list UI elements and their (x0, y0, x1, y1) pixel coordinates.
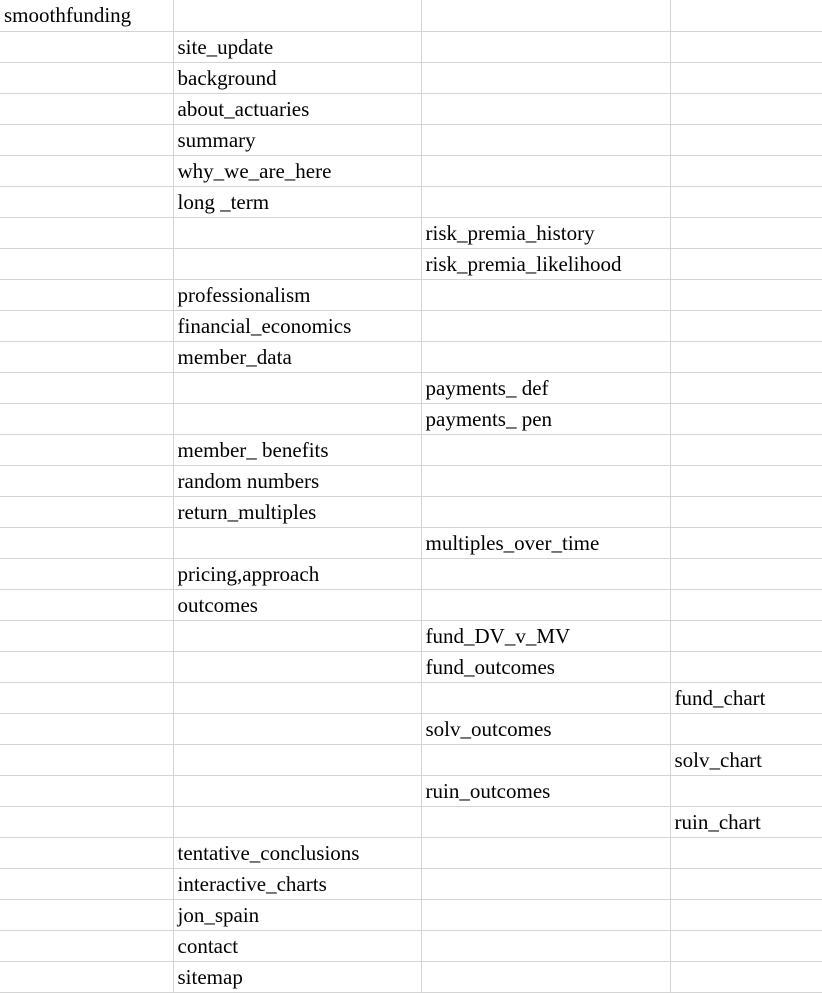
sheet-cell[interactable] (0, 434, 173, 465)
sheet-row (0, 434, 822, 465)
sheet-cell[interactable] (0, 93, 173, 124)
sheet-cell[interactable]: summary (173, 124, 421, 155)
sheet-cell[interactable] (0, 31, 173, 62)
sheet-cell[interactable] (0, 682, 173, 713)
sheet-cell[interactable]: payments_ pen (421, 403, 670, 434)
sheet-cell[interactable] (173, 248, 421, 279)
sheet-cell[interactable] (421, 558, 670, 589)
sheet-cell[interactable] (0, 155, 173, 186)
sheet-cell[interactable] (421, 868, 670, 899)
sheet-row (0, 186, 822, 217)
sheet-row (0, 248, 822, 279)
sheet-cell[interactable] (670, 713, 822, 744)
sheet-cell[interactable] (173, 651, 421, 682)
sheet-cell[interactable] (670, 279, 822, 310)
sheet-cell[interactable] (0, 279, 173, 310)
sheet-row (0, 775, 822, 806)
sheet-cell[interactable] (173, 806, 421, 837)
sheet-row (0, 713, 822, 744)
sheet-cell[interactable] (670, 837, 822, 868)
sheet-row (0, 527, 822, 558)
sheet-cell[interactable] (173, 0, 421, 31)
sheet-cell[interactable]: return_multiples (173, 496, 421, 527)
sheet-cell[interactable]: long _term (173, 186, 421, 217)
sheet-cell[interactable] (670, 775, 822, 806)
sheet-cell[interactable] (670, 899, 822, 930)
sheet-cell[interactable] (0, 186, 173, 217)
sheet-cell[interactable] (421, 744, 670, 775)
sheet-cell[interactable] (421, 930, 670, 961)
sheet-row (0, 217, 822, 248)
sheet-cell[interactable]: financial_economics (173, 310, 421, 341)
sheet-cell[interactable] (670, 434, 822, 465)
sheet-cell[interactable] (421, 62, 670, 93)
sheet-cell[interactable]: fund_chart (670, 682, 822, 713)
sheet-cell[interactable] (421, 961, 670, 992)
sheet-cell[interactable] (670, 155, 822, 186)
sheet-cell[interactable] (0, 341, 173, 372)
sheet-cell[interactable] (0, 62, 173, 93)
sheet-cell[interactable] (0, 775, 173, 806)
sheet-row (0, 930, 822, 961)
sheet-cell[interactable] (421, 31, 670, 62)
sheet-cell[interactable] (421, 341, 670, 372)
sheet-cell[interactable]: smoothfunding (0, 0, 173, 31)
sheet-row (0, 341, 822, 372)
sheet-cell[interactable] (0, 713, 173, 744)
sheet-cell[interactable]: payments_ def (421, 372, 670, 403)
sheet-row (0, 465, 822, 496)
sheet-cell[interactable] (670, 558, 822, 589)
sheet-cell[interactable] (670, 868, 822, 899)
sheet-cell[interactable] (670, 589, 822, 620)
sheet-cell[interactable] (173, 713, 421, 744)
sheet-row (0, 868, 822, 899)
sheet-cell[interactable]: contact (173, 930, 421, 961)
sheet-cell[interactable]: random numbers (173, 465, 421, 496)
sheet-cell[interactable]: risk_premia_history (421, 217, 670, 248)
sheet-cell[interactable]: why_we_are_here (173, 155, 421, 186)
sheet-cell[interactable]: solv_chart (670, 744, 822, 775)
sheet-row (0, 620, 822, 651)
sheet-row (0, 372, 822, 403)
sheet-cell[interactable] (0, 465, 173, 496)
sheet-cell[interactable] (0, 558, 173, 589)
sheet-cell[interactable] (173, 682, 421, 713)
sheet-row (0, 496, 822, 527)
sheet-cell[interactable] (421, 589, 670, 620)
sheet-row (0, 0, 822, 31)
sheet-cell[interactable]: jon_spain (173, 899, 421, 930)
sheet-cell[interactable] (0, 124, 173, 155)
sheet-row (0, 899, 822, 930)
sheet-cell[interactable] (421, 279, 670, 310)
sheet-cell[interactable] (670, 31, 822, 62)
sheet-cell[interactable] (173, 620, 421, 651)
sheet-cell[interactable] (670, 186, 822, 217)
sheet-cell[interactable] (670, 0, 822, 31)
sheet-cell[interactable] (421, 806, 670, 837)
sheet-cell[interactable] (0, 837, 173, 868)
sheet-row (0, 310, 822, 341)
sheet-cell[interactable] (421, 434, 670, 465)
sheet-cell[interactable] (173, 217, 421, 248)
sheet-cell[interactable] (421, 124, 670, 155)
sheet-cell[interactable] (0, 248, 173, 279)
sheet-cell[interactable]: professionalism (173, 279, 421, 310)
sheet-row (0, 837, 822, 868)
sheet-cell[interactable]: background (173, 62, 421, 93)
sheet-cell[interactable] (0, 930, 173, 961)
sheet-cell[interactable] (0, 310, 173, 341)
sheet-row (0, 589, 822, 620)
sheet-cell[interactable] (173, 403, 421, 434)
sheet-cell[interactable]: multiples_over_time (421, 527, 670, 558)
sheet-cell[interactable] (173, 527, 421, 558)
sheet-cell[interactable] (0, 961, 173, 992)
sheet-cell[interactable] (670, 248, 822, 279)
sheet-cell[interactable] (0, 372, 173, 403)
sheet-cell[interactable] (670, 124, 822, 155)
sheet-cell[interactable] (670, 93, 822, 124)
sheet-row (0, 93, 822, 124)
sheet-cell[interactable] (670, 403, 822, 434)
sheet-cell[interactable]: ruin_chart (670, 806, 822, 837)
sheet-row (0, 279, 822, 310)
sheet-cell[interactable] (421, 496, 670, 527)
sheet-cell[interactable] (670, 961, 822, 992)
sheet-row (0, 651, 822, 682)
sheet-cell[interactable]: member_ benefits (173, 434, 421, 465)
sheet-cell[interactable] (0, 403, 173, 434)
sheet-cell[interactable] (670, 651, 822, 682)
sheet-cell[interactable]: about_actuaries (173, 93, 421, 124)
sheet-row (0, 744, 822, 775)
sheet-row (0, 31, 822, 62)
sheet-cell[interactable] (173, 744, 421, 775)
sheet-cell[interactable]: interactive_charts (173, 868, 421, 899)
sheet-cell[interactable]: fund_outcomes (421, 651, 670, 682)
sheet-row (0, 806, 822, 837)
sheet-cell[interactable] (0, 806, 173, 837)
sheet-row (0, 155, 822, 186)
sheet-cell[interactable]: ruin_outcomes (421, 775, 670, 806)
sheet-cell[interactable] (0, 496, 173, 527)
sheet-cell[interactable] (421, 186, 670, 217)
sheet-cell[interactable] (0, 744, 173, 775)
sheet-row (0, 62, 822, 93)
sheet-cell[interactable] (421, 682, 670, 713)
sheet-cell[interactable] (0, 868, 173, 899)
sheet-row (0, 403, 822, 434)
sheet-cell[interactable] (421, 465, 670, 496)
sheet-cell[interactable]: solv_outcomes (421, 713, 670, 744)
sheet-cell[interactable] (670, 341, 822, 372)
sheet-row (0, 124, 822, 155)
sheet-cell[interactable] (670, 62, 822, 93)
sheet-cell[interactable] (421, 0, 670, 31)
sheet-cell[interactable] (0, 651, 173, 682)
sheet-row (0, 682, 822, 713)
sheet-cell[interactable] (670, 620, 822, 651)
sheet-cell[interactable]: pricing,approach (173, 558, 421, 589)
sheet-cell[interactable]: member_data (173, 341, 421, 372)
sheet-cell[interactable]: risk_premia_likelihood (421, 248, 670, 279)
sheet-cell[interactable] (0, 899, 173, 930)
sheet-cell[interactable] (421, 310, 670, 341)
sheet-cell[interactable] (670, 930, 822, 961)
sheet-cell[interactable] (670, 217, 822, 248)
sheet-cell[interactable] (421, 899, 670, 930)
sheet-cell[interactable] (421, 837, 670, 868)
sheet-cell[interactable] (0, 620, 173, 651)
sheet-cell[interactable]: fund_DV_v_MV (421, 620, 670, 651)
sheet-cell[interactable] (670, 310, 822, 341)
sheet-cell[interactable] (670, 496, 822, 527)
sheet-cell[interactable] (670, 372, 822, 403)
sheet-cell[interactable] (0, 589, 173, 620)
sheet-cell[interactable] (421, 93, 670, 124)
sheet-cell[interactable]: site_update (173, 31, 421, 62)
sheet-row (0, 961, 822, 992)
sheet-cell[interactable]: sitemap (173, 961, 421, 992)
sheet-cell[interactable] (0, 217, 173, 248)
sheet-cell[interactable]: tentative_conclusions (173, 837, 421, 868)
sheet-cell[interactable] (173, 372, 421, 403)
sheet-cell[interactable] (421, 155, 670, 186)
sheet-cell[interactable]: outcomes (173, 589, 421, 620)
sheet-cell[interactable] (173, 775, 421, 806)
sheet-cell[interactable] (670, 527, 822, 558)
sheet-row (0, 558, 822, 589)
sheet-cell[interactable] (0, 527, 173, 558)
sheet-cell[interactable] (670, 465, 822, 496)
